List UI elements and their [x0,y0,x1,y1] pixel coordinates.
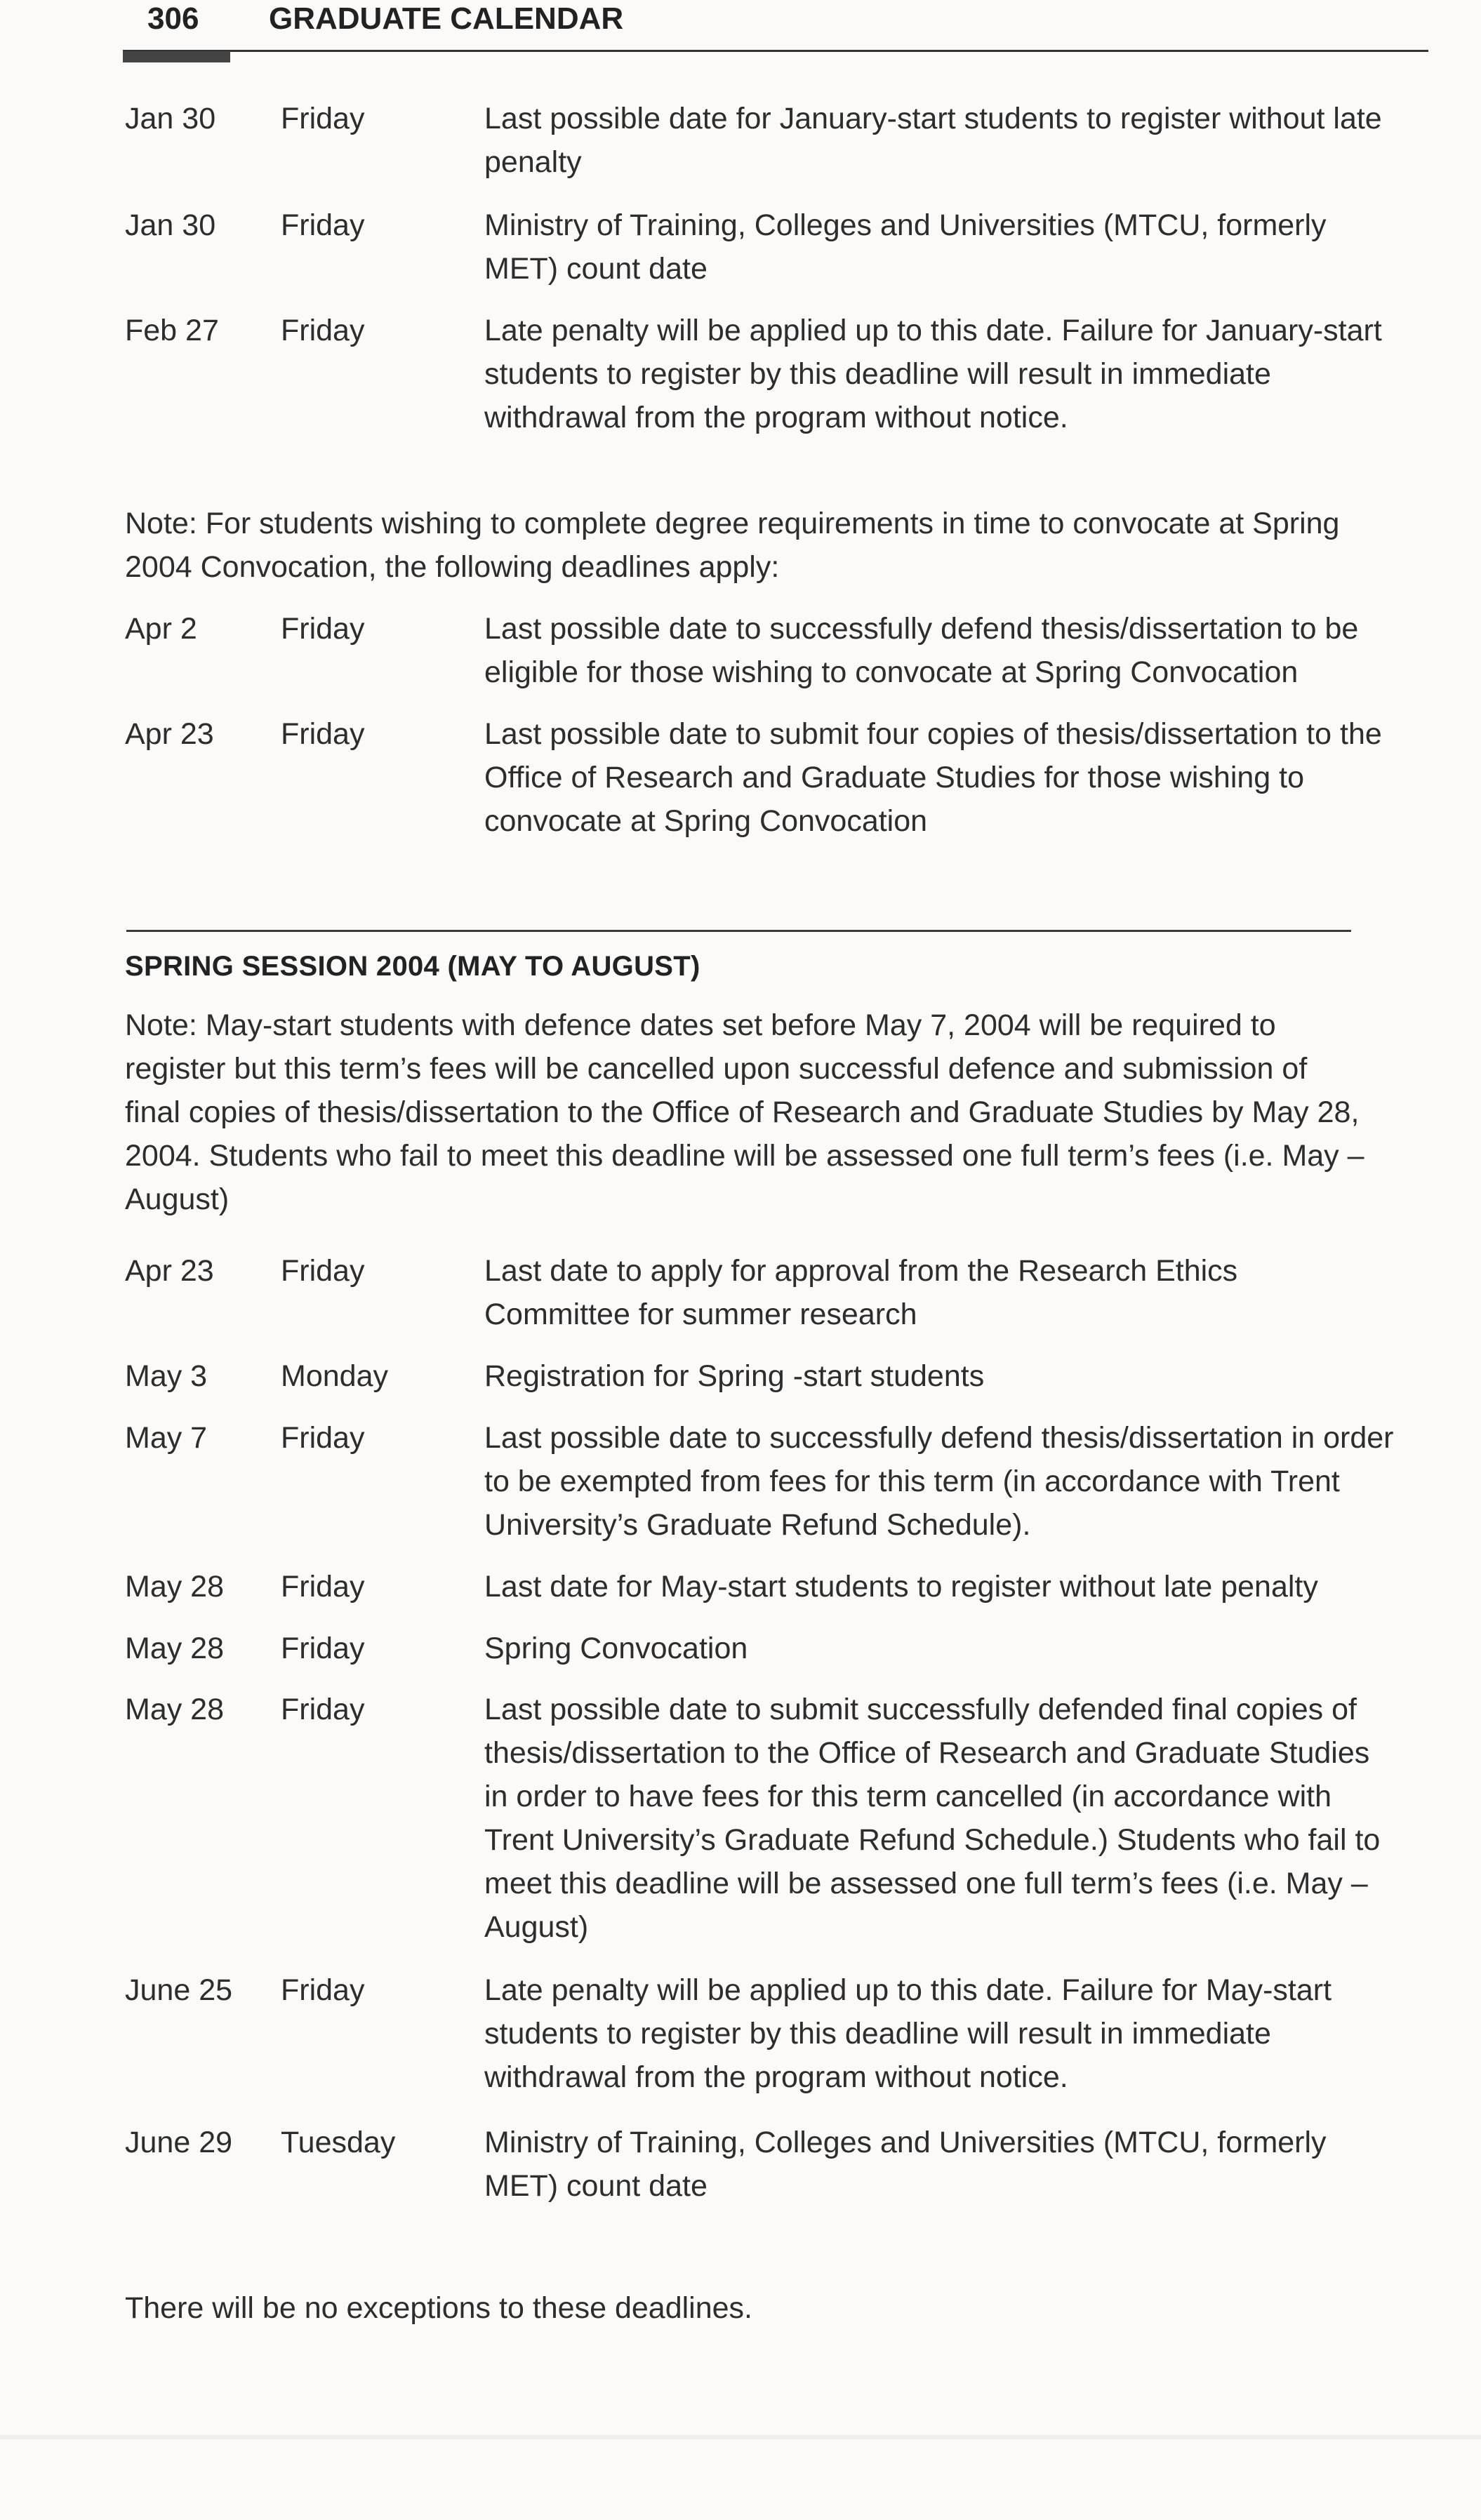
description-line: eligible for those wishing to convocate at Spring Convocation [484,655,1299,689]
deadline-day: Friday [281,1570,365,1604]
description-line: Committee for summer research [484,1298,917,1331]
description-line: Registration for Spring -start students [484,1359,985,1393]
deadline-description [484,1688,1439,1949]
description-line: students to register by this deadline will result in immediate [484,2017,1271,2051]
description-line: Late penalty will be applied up to this date. Failure for January-start [484,314,1382,347]
description-line: withdrawal from the program without notice. [484,2060,1068,2094]
description-line: convocate at Spring Convocation [484,804,928,838]
note-line: final copies of thesis/dissertation to the Office of Research and Graduate Studies by May 28, [125,1095,1360,1129]
deadline-day: Monday [281,1359,388,1393]
deadline-date: May 7 [125,1421,208,1455]
description-line: Last possible date to submit successfully defended final copies of [484,1693,1357,1726]
note-line: 2004 Convocation, the following deadlines apply: [125,550,780,584]
deadline-description [484,1968,1439,2099]
description-line: Ministry of Training, Colleges and Universities (MTCU, formerly [484,2126,1327,2159]
header-rule [123,50,1428,52]
deadline-day: Friday [281,612,365,646]
deadline-date: May 28 [125,1693,225,1726]
description-line: MET) count date [484,2169,708,2203]
deadline-date: Apr 23 [125,717,214,751]
deadline-day: Friday [281,314,365,347]
page-number: 306 [147,1,199,36]
description-line: withdrawal from the program without notice. [484,401,1068,434]
deadline-day: Friday [281,1254,365,1288]
deadline-day: Friday [281,1973,365,2007]
description-line: Last date to apply for approval from the Research Ethics [484,1254,1238,1288]
note-line: 2004. Students who fail to meet this deadline will be assessed one full term’s fees (i.e. May – [125,1139,1364,1173]
deadline-date: June 29 [125,2126,233,2159]
scan-edge [0,2435,1481,2439]
description-line: students to register by this deadline will result in immediate [484,357,1271,391]
convocation-note [125,502,1437,589]
description-line: Office of Research and Graduate Studies for those wishing to [484,761,1305,794]
deadline-description [484,1565,1439,1608]
footer-note: There will be no exceptions to these deadlines. [125,2291,752,2325]
deadline-date: Apr 2 [125,612,197,646]
description-line: Late penalty will be applied up to this date. Failure for May-start [484,1973,1332,2007]
deadline-date: June 25 [125,1973,233,2007]
description-line: University’s Graduate Refund Schedule). [484,1508,1031,1542]
description-line: MET) count date [484,252,708,286]
deadline-day: Friday [281,102,365,135]
description-line: to be exempted from fees for this term (in accordance with Trent [484,1465,1340,1498]
deadline-date: Jan 30 [125,102,216,135]
description-line: August) [484,1910,589,1944]
spring-note [125,1004,1437,1221]
description-line: Last date for May-start students to register without late penalty [484,1570,1318,1604]
deadline-date: May 28 [125,1632,225,1665]
section-title: SPRING SESSION 2004 (MAY TO AUGUST) [125,951,700,982]
deadline-date: May 3 [125,1359,208,1393]
deadline-day: Friday [281,717,365,751]
note-line: register but this term’s fees will be cancelled upon successful defence and submission of [125,1052,1308,1086]
header-accent-bar [123,51,230,62]
description-line: Last possible date to successfully defend thesis/dissertation in order [484,1421,1394,1455]
deadline-date: Feb 27 [125,314,219,347]
description-line: Last possible date for January-start students to register without late [484,102,1382,135]
description-line: Spring Convocation [484,1632,748,1665]
deadline-day: Friday [281,1632,365,1665]
page-header-title: GRADUATE CALENDAR [269,1,624,36]
deadline-day: Friday [281,1693,365,1726]
description-line: penalty [484,145,582,179]
deadline-description [484,204,1439,291]
description-line: in order to have fees for this term cancelled (in accordance with [484,1780,1331,1813]
note-line: Note: For students wishing to complete degree requirements in time to convocate at Spring [125,507,1340,540]
deadline-date: May 28 [125,1570,225,1604]
description-line: Last possible date to submit four copies of thesis/dissertation to the [484,717,1382,751]
description-line: thesis/dissertation to the Office of Research and Graduate Studies [484,1736,1370,1770]
deadline-description [484,97,1439,184]
section-divider [126,930,1351,932]
deadline-date: Jan 30 [125,208,216,242]
deadline-description [484,712,1439,843]
deadline-date: Apr 23 [125,1254,214,1288]
description-line: Trent University’s Graduate Refund Schedule.) Students who fail to [484,1823,1381,1857]
deadline-description [484,1249,1439,1336]
deadline-day: Friday [281,208,365,242]
deadline-description [484,2121,1439,2208]
deadline-day: Tuesday [281,2126,396,2159]
description-line: meet this deadline will be assessed one full term’s fees (i.e. May – [484,1867,1368,1900]
description-line: Ministry of Training, Colleges and Universities (MTCU, formerly [484,208,1327,242]
deadline-description [484,309,1439,439]
deadline-description [484,1354,1439,1398]
deadline-description [484,607,1439,694]
deadline-description [484,1416,1439,1547]
description-line: Last possible date to successfully defend thesis/dissertation to be [484,612,1359,646]
deadline-description [484,1627,1439,1670]
note-line: August) [125,1182,230,1216]
deadline-day: Friday [281,1421,365,1455]
note-line: Note: May-start students with defence dates set before May 7, 2004 will be required to [125,1008,1276,1042]
